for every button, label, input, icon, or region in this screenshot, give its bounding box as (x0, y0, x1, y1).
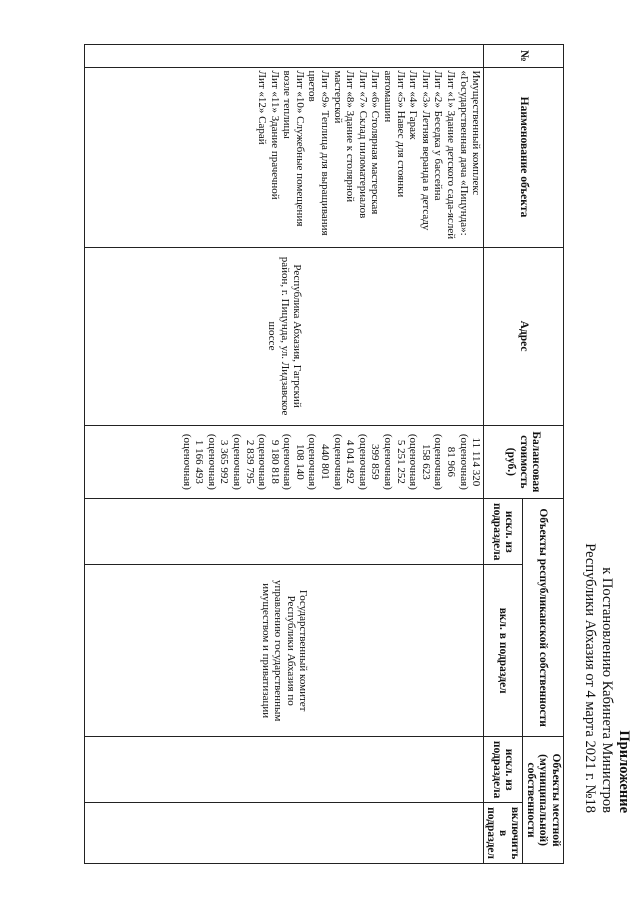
cost-item: 11 114 320 (оценочная) (457, 433, 483, 490)
header-republic: Объекты республиканской собственности (523, 499, 564, 737)
table-row (85, 45, 484, 864)
header-no: № (484, 45, 564, 68)
cell-mun-incl (85, 803, 484, 864)
header-address: Адрес (484, 247, 564, 425)
cost-item: 399 859 (оценочная) (356, 433, 382, 490)
cell-owner: Государственный комитет Республики Абхазия по управлению государственным имуществом и приватизации (85, 565, 484, 737)
cell-address: Республика Абхазия, Гагрский район, г. Пицунда, ул. Лидзавское шоссе (85, 247, 484, 425)
name-item: Лит «6» Столярная мастерская (369, 70, 382, 215)
cost-item: 9 180 818 (оценочная) (256, 433, 281, 490)
table-header-row (523, 45, 564, 864)
name-item: Лит «10» Служебные помещения возле теплицы (281, 70, 306, 227)
cost-item: 3 365 992 (оценочная) (205, 433, 231, 490)
header-line-2: Республики Абхазия от 4 марта 2021 г. №18 (582, 543, 598, 813)
name-item: Лит «4» Гараж (407, 70, 420, 140)
name-item: Лит «7» Склад пиломатериалов (356, 70, 369, 219)
cost-item: 4 041 492 (оценочная) (331, 433, 357, 490)
header-municipal: Объекты местной (муниципальной) собственности (523, 737, 564, 864)
property-table (84, 44, 564, 864)
cell-no (85, 45, 484, 68)
cost-item: 440 801 (оценочная) (306, 433, 332, 490)
cost-item: 1 166 493 (оценочная) (180, 433, 206, 490)
cell-rep-excl (85, 499, 484, 565)
name-item: Лит «9» Теплица для выращивания цветов (306, 70, 332, 236)
cost-item: 2 839 795 (оценочная) (230, 433, 256, 490)
appendix-title: Приложение (616, 730, 632, 813)
name-item: Лит «12» Сарай (256, 70, 269, 145)
cell-mun-excl (85, 737, 484, 803)
document-header (581, 543, 632, 813)
cost-item: 108 140 (оценочная) (281, 433, 306, 490)
cost-item: 81 966 (оценочная) (432, 433, 458, 490)
cell-costs (85, 425, 484, 499)
header-name: Наименование объекта (484, 67, 564, 247)
header-cost: Балансовая стоимость (руб.) (484, 425, 564, 499)
header-rep-incl: вкл. в подраздел (484, 565, 523, 737)
name-item: Имущественный комплекс «Государственная дача «Пицунда»: (457, 70, 483, 236)
name-item: Лит «1» Здание детского сада-яслей (445, 70, 458, 240)
name-item: Лит «2» Беседка у бассейна (432, 70, 445, 201)
cost-item: 158 623 (оценочная) (407, 433, 432, 490)
header-rep-excl: искл. из подраздела (484, 499, 523, 565)
header-mun-incl: включить в подраздел (484, 803, 523, 864)
name-item: Лит «8» Здание к столярной мастерской (331, 70, 357, 203)
name-item: Лит «3» Летняя веранда в детсаду (419, 70, 432, 231)
cost-item: 5 251 252 (оценочная) (382, 433, 407, 490)
cell-names (85, 67, 484, 247)
name-item: Лит «11» Здание прачечной (268, 70, 281, 200)
header-mun-excl: искл. из подраздела (484, 737, 523, 803)
header-line-1: к Постановлению Кабинета Министров (599, 567, 615, 813)
name-item: Лит «5» Навес для стоянки автомашин (382, 70, 407, 198)
